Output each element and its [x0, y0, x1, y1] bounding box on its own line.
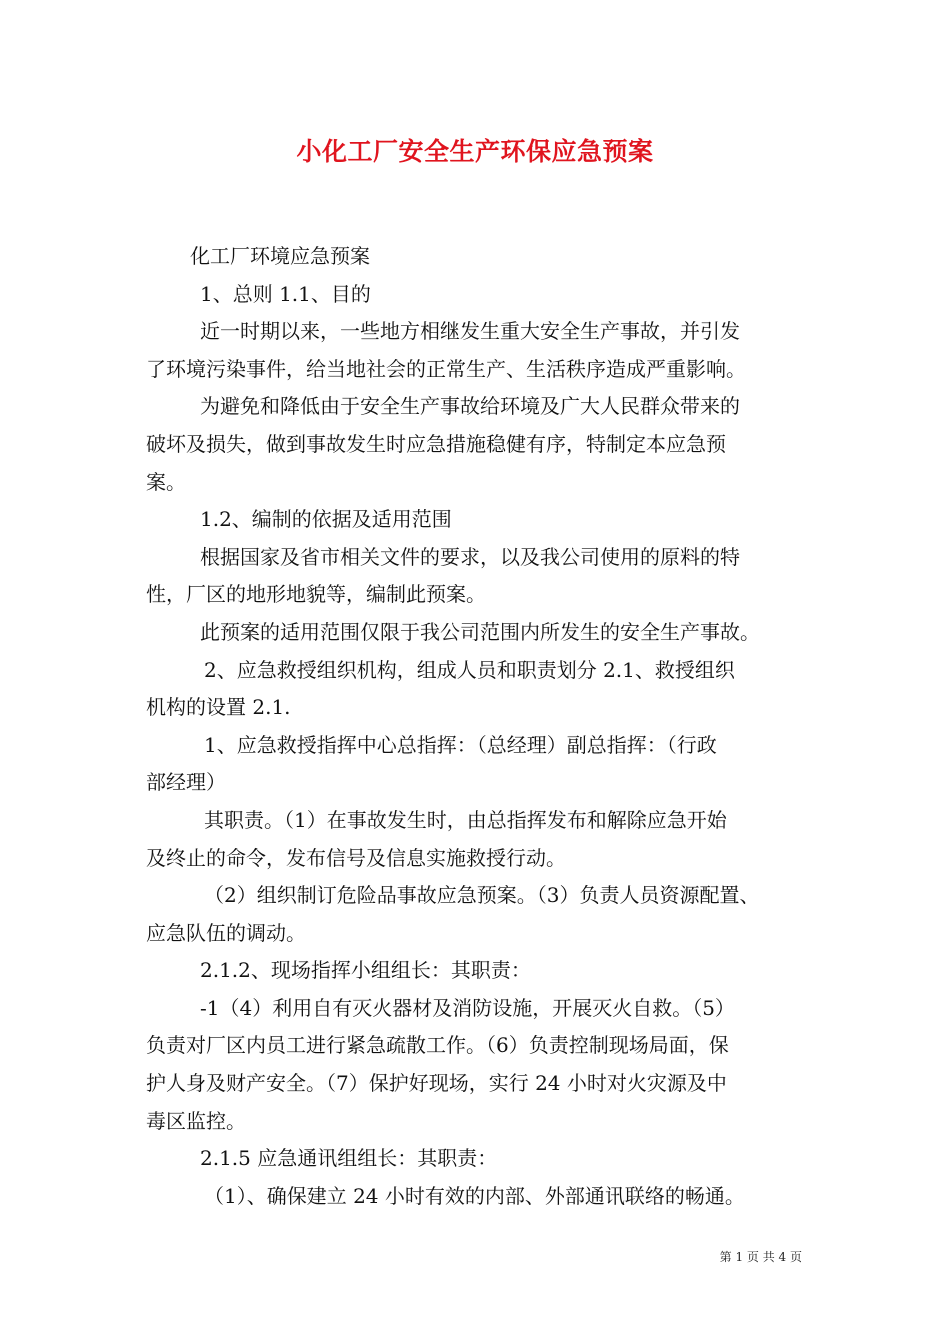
body-line: 破坏及损失，做到事故发生时应急措施稳健有序，特制定本应急预 [146, 431, 726, 456]
body-line: 护人身及财产安全。（7）保护好现场，实行 24 小时对火灾源及中 [146, 1071, 727, 1096]
body-line: （2）组织制订危险品事故应急预案。（3）负责人员资源配置、 [204, 883, 760, 908]
body-line: 为避免和降低由于安全生产事故给环境及广大人民群众带来的 [200, 394, 740, 419]
body-line: （1）、确保建立 24 小时有效的内部、外部通讯联络的畅通。 [204, 1183, 745, 1208]
body-line: 根据国家及省市相关文件的要求，以及我公司使用的原料的特 [200, 544, 740, 569]
body-line: 性，厂区的地形地貌等，编制此预案。 [146, 582, 486, 607]
body-line: 近一时期以来，一些地方相继发生重大安全生产事故，并引发 [200, 319, 740, 344]
body-line: 化工厂环境应急预案 [190, 244, 370, 268]
body-line: 了环境污染事件，给当地社会的正常生产、生活秩序造成严重影响。 [146, 356, 746, 381]
body-line: 2.1.2、现场指挥小组组长：其职责： [200, 958, 531, 983]
body-line: 负责对厂区内员工进行紧急疏散工作。（6）负责控制现场局面，保 [146, 1033, 729, 1058]
body-line: -1（4）利用自有灭火器材及消防设施，开展灭火自救。（5） [200, 995, 735, 1020]
body-line: 应急队伍的调动。 [146, 920, 306, 945]
body-line: 1.2、编制的依据及适用范围 [200, 507, 452, 532]
body-line: 1、应急救授指挥中心总指挥：（总经理）副总指挥：（行政 [204, 732, 717, 757]
body-line: 部经理） [146, 770, 226, 795]
body-line: 此预案的适用范围仅限于我公司范围内所发生的安全生产事故。 [200, 619, 760, 644]
body-line: 2、应急救授组织机构，组成人员和职责划分 2.1、救授组织 [204, 657, 735, 682]
body-line: 机构的设置 2.1. [146, 695, 291, 720]
body-line: 及终止的命令，发布信号及信息实施救授行动。 [146, 845, 566, 870]
body-line: 案。 [146, 469, 186, 494]
body-line: 毒区监控。 [146, 1108, 246, 1133]
body-line: 其职责。（1）在事故发生时，由总指挥发布和解除应急开始 [204, 807, 727, 832]
document-title: 小化工厂安全生产环保应急预案 [296, 137, 654, 166]
page-number: 第 1 页 共 4 页 [719, 1250, 802, 1264]
document-body [146, 238, 810, 1215]
body-line: 2.1.5 应急通讯组组长：其职责： [200, 1146, 498, 1171]
body-line: 1、总则 1.1、目的 [200, 281, 371, 306]
